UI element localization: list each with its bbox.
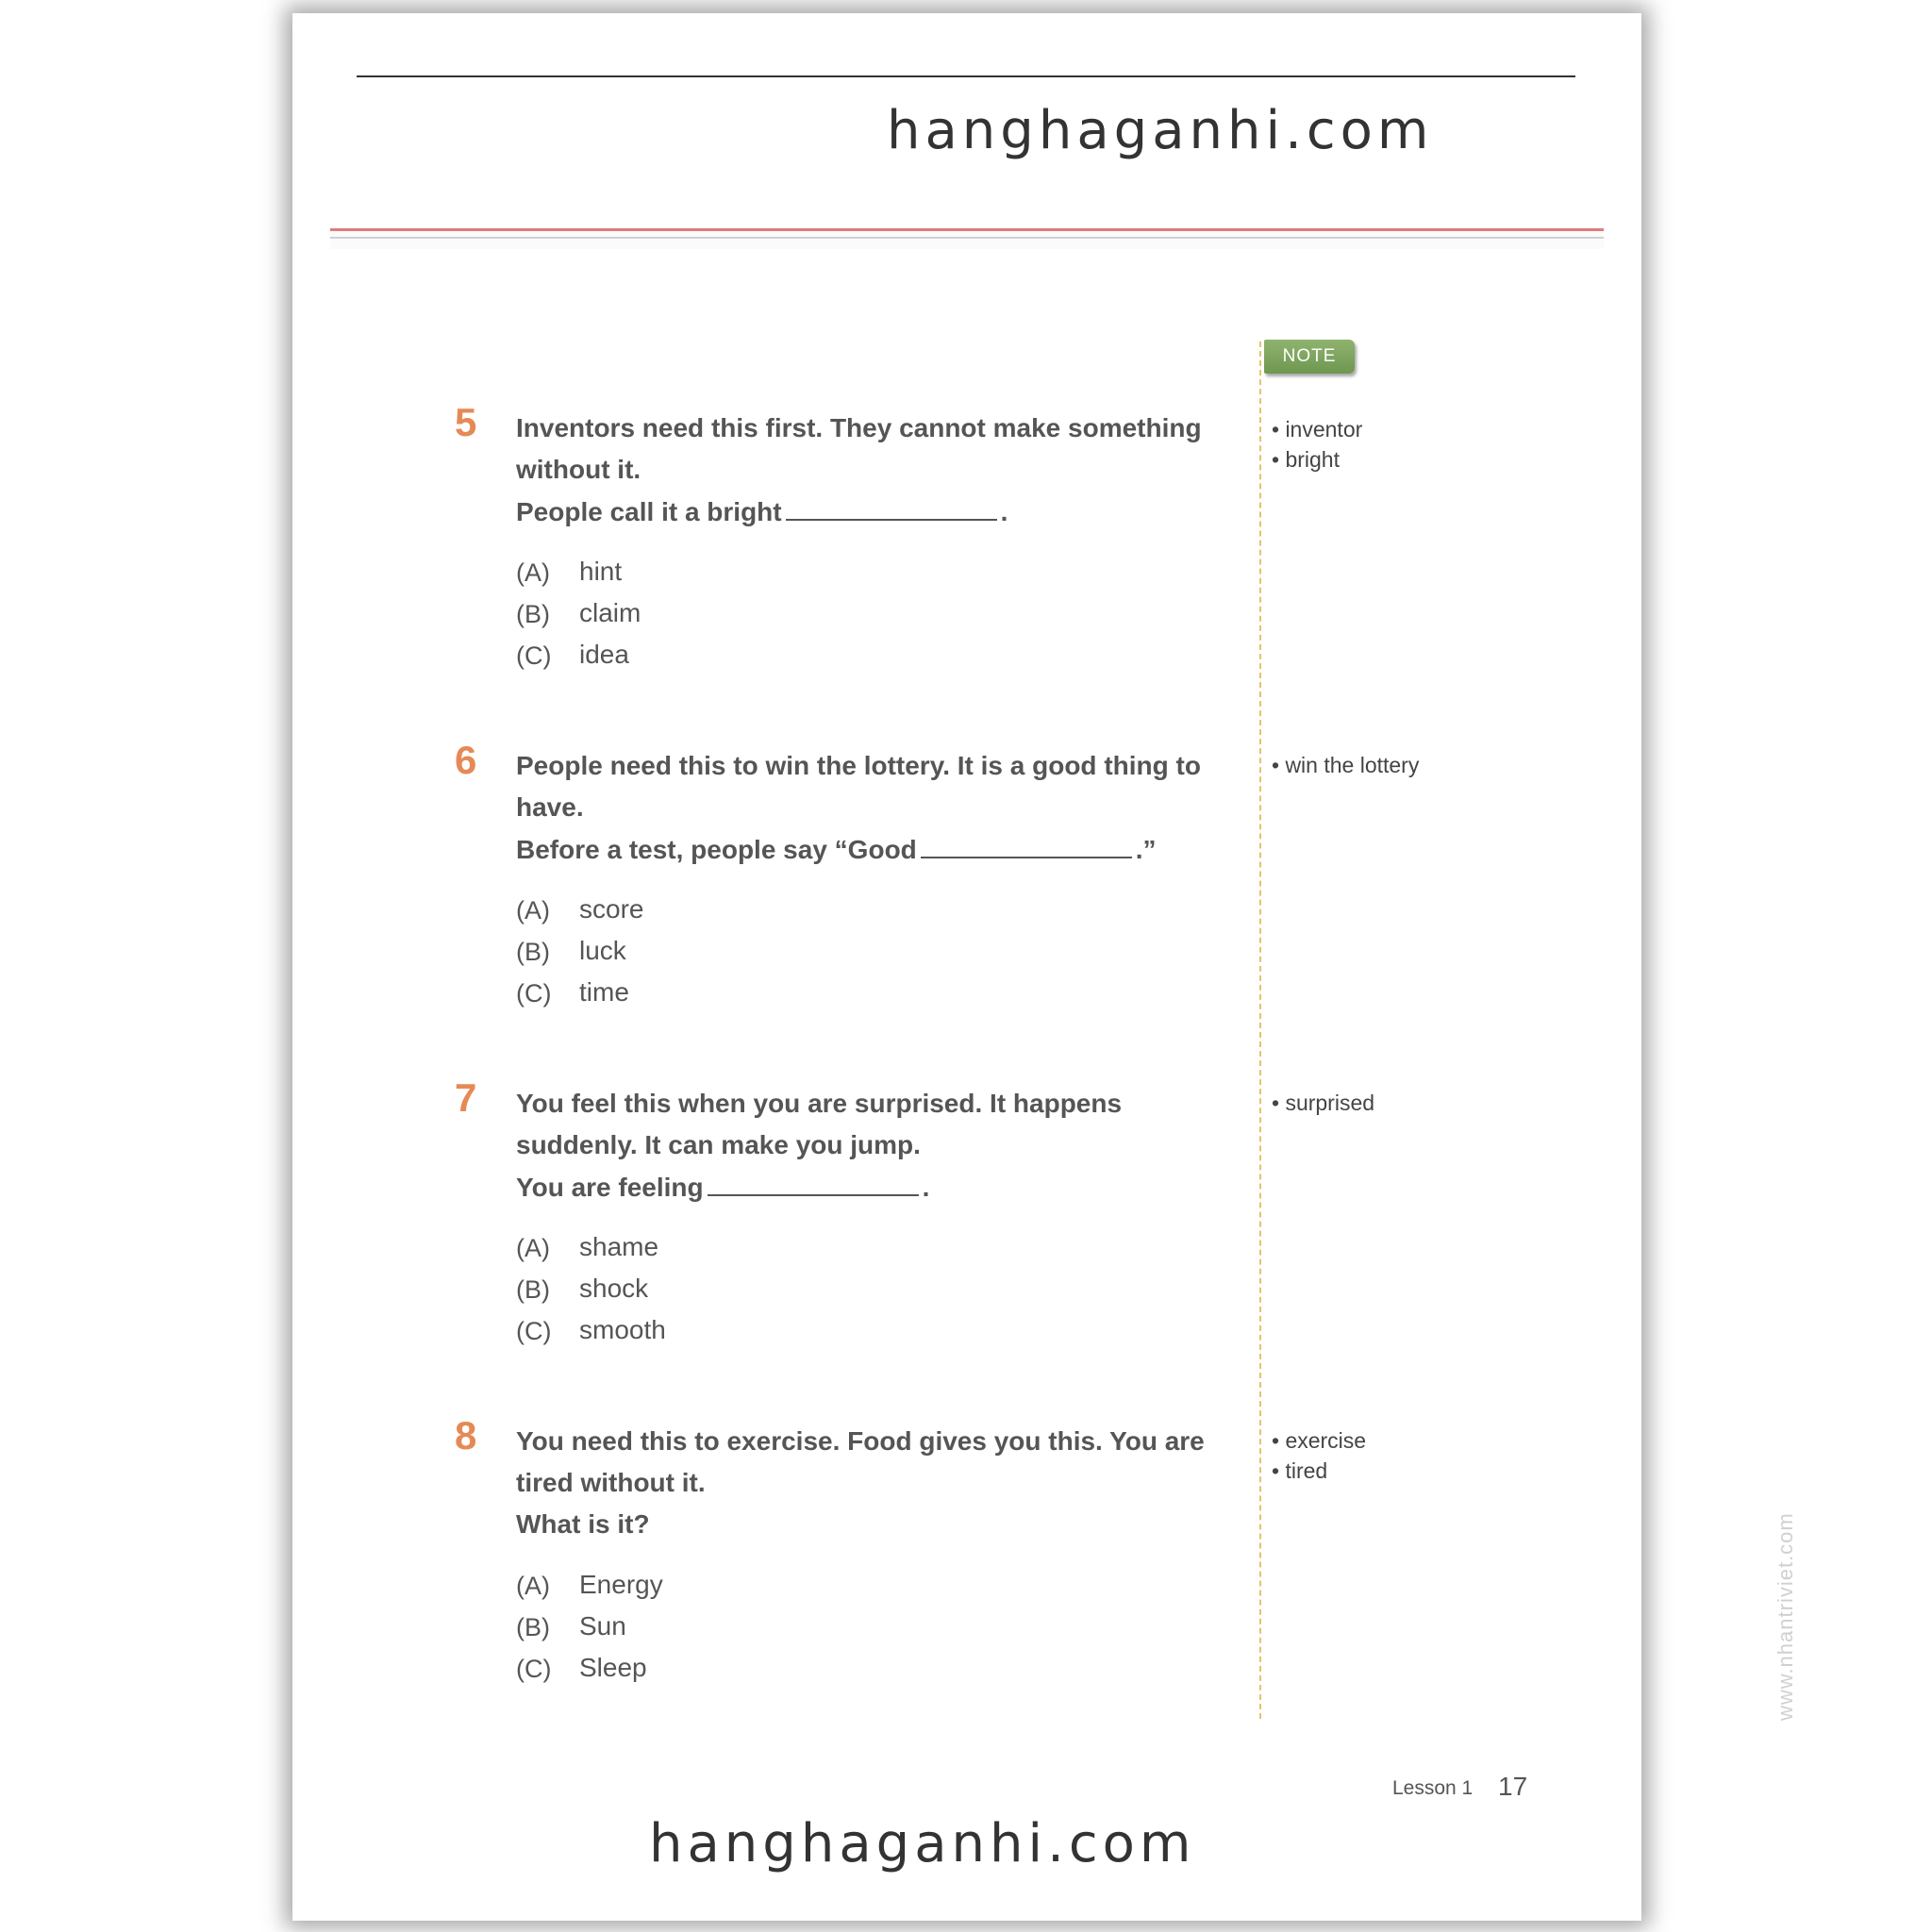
note-item: • inventor bbox=[1272, 417, 1363, 441]
note-tag: NOTE bbox=[1264, 340, 1355, 374]
question-text-line-1: People need this to win the lottery. It is a good thing to bbox=[516, 751, 1201, 780]
option-text: time bbox=[579, 977, 629, 1007]
question-prompt bbox=[516, 1172, 929, 1203]
option-letter: (A) bbox=[516, 558, 550, 587]
question-text-line-2: without it. bbox=[516, 455, 641, 484]
prompt-text: Before a test, people say “Good bbox=[516, 835, 917, 864]
question-text-line-1: You need this to exercise. Food gives you this. You are bbox=[516, 1426, 1205, 1456]
option-text: Sleep bbox=[579, 1653, 647, 1682]
option-text: Energy bbox=[579, 1570, 663, 1599]
prompt-end: . bbox=[922, 1173, 930, 1202]
note-item: • bright bbox=[1272, 447, 1340, 472]
option-text: claim bbox=[579, 598, 641, 627]
question-number: 6 bbox=[455, 738, 477, 782]
question-prompt bbox=[516, 834, 1157, 865]
answer-blank bbox=[708, 1172, 919, 1196]
note-item: • tired bbox=[1272, 1458, 1328, 1483]
lesson-label: Lesson 1 bbox=[1392, 1777, 1474, 1799]
note-item: • surprised bbox=[1272, 1091, 1375, 1115]
option-text: idea bbox=[579, 640, 629, 669]
option-letter: (B) bbox=[516, 1613, 550, 1641]
option-text: luck bbox=[579, 936, 626, 965]
side-url: www.nhantriviet.com bbox=[1774, 1512, 1797, 1721]
question-number: 8 bbox=[455, 1413, 477, 1457]
prompt-end: .” bbox=[1135, 835, 1157, 864]
header-band bbox=[330, 228, 1604, 249]
option-letter: (C) bbox=[516, 641, 552, 670]
header-grey-line bbox=[330, 237, 1604, 239]
header-red-line bbox=[330, 228, 1604, 231]
option-letter: (A) bbox=[516, 1572, 550, 1600]
note-divider bbox=[1259, 341, 1261, 1719]
option-text: Sun bbox=[579, 1611, 626, 1641]
option-letter: (A) bbox=[516, 896, 550, 924]
book-page bbox=[292, 13, 1797, 1921]
question-number: 5 bbox=[455, 400, 477, 444]
answer-blank bbox=[921, 834, 1132, 858]
prompt-text: People call it a bright bbox=[516, 497, 782, 526]
option-text: hint bbox=[579, 557, 623, 586]
option-letter: (B) bbox=[516, 938, 550, 966]
option-letter: (C) bbox=[516, 979, 552, 1008]
option-text: shock bbox=[579, 1274, 649, 1303]
option-letter: (B) bbox=[516, 1275, 550, 1304]
question-prompt bbox=[516, 496, 1008, 527]
watermark-bottom: hanghaganhi.com bbox=[649, 1813, 1196, 1874]
question-text-line-1: Inventors need this first. They cannot make something bbox=[516, 413, 1202, 442]
option-letter: (C) bbox=[516, 1317, 552, 1345]
question-text-line-2: have. bbox=[516, 792, 584, 822]
question-text-line-2: tired without it. bbox=[516, 1468, 706, 1497]
option-text: smooth bbox=[579, 1315, 666, 1344]
top-rule bbox=[357, 75, 1575, 77]
prompt-text: What is it? bbox=[516, 1509, 650, 1539]
note-item: • win the lottery bbox=[1272, 753, 1420, 777]
option-letter: (C) bbox=[516, 1655, 552, 1683]
prompt-text: You are feeling bbox=[516, 1173, 704, 1202]
option-text: shame bbox=[579, 1232, 659, 1261]
page-number: 17 bbox=[1498, 1772, 1528, 1801]
answer-blank bbox=[786, 496, 997, 521]
note-item: • exercise bbox=[1272, 1428, 1367, 1453]
option-letter: (B) bbox=[516, 600, 550, 628]
watermark-top: hanghaganhi.com bbox=[887, 100, 1434, 161]
prompt-end: . bbox=[1000, 497, 1008, 526]
question-text-line-2: suddenly. It can make you jump. bbox=[516, 1130, 921, 1159]
option-text: score bbox=[579, 894, 644, 924]
question-number: 7 bbox=[455, 1075, 477, 1120]
option-letter: (A) bbox=[516, 1234, 550, 1262]
question-text-line-1: You feel this when you are surprised. It happens bbox=[516, 1089, 1123, 1118]
question-prompt bbox=[516, 1509, 650, 1540]
